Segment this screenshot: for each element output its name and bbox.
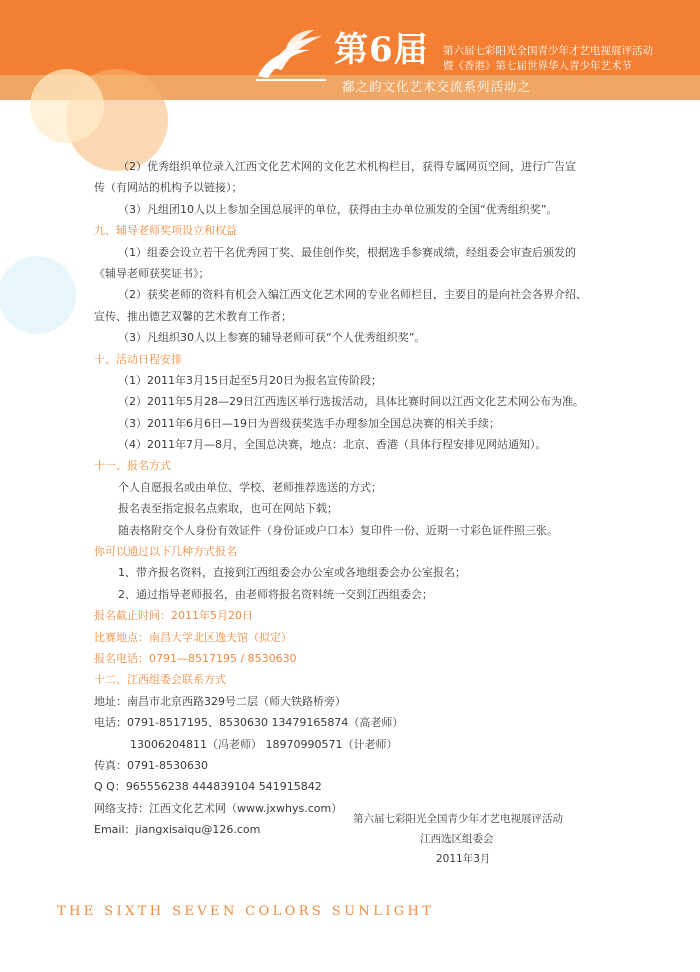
section-heading: 你可以通过以下几种方式报名: [94, 545, 237, 559]
signature-date: 2011年3月: [436, 853, 491, 865]
body-line: 报名表至指定报名点索取，也可在网站下载；: [118, 502, 338, 516]
section-heading: 十二、江西组委会联系方式: [94, 673, 226, 687]
section-heading: 报名电话：0791—8517195 / 8530630: [94, 651, 297, 665]
body-line: 1、带齐报名资料，直接到江西组委会办公室或各地组委会办公室报名；: [118, 566, 466, 580]
body-line: 2、通过指导老师报名，由老师将报名资料统一交到江西组委会；: [118, 587, 433, 601]
body-line: （2）优秀组织单位录入江西文化艺术网的文化艺术机构栏目，获得专属网页空间，进行广告宣: [118, 160, 576, 173]
body-line: （1）组委会设立若干名优秀园丁奖、最佳创作奖，根据选手参赛成绩，经组委会审查后颁发的: [118, 245, 576, 259]
body-line: 个人自愿报名或由单位、学校、老师推荐选送的方式；: [118, 480, 382, 494]
body-line: （4）2011年7月—8月，全国总决赛，地点：北京、香港（具体行程安排见网站通知）。: [118, 438, 547, 452]
body-line: （2）2011年5月28—29日江西选区举行选拔活动，具体比赛时间以江西文化艺术网公布为准。: [118, 395, 584, 409]
section-heading: 九、辅导老师奖项设立和权益: [94, 224, 237, 238]
body-line: 13006204811（冯老师） 18970990571（计老师）: [130, 737, 398, 751]
series-subtitle: 鄱之韵文化艺术交流系列活动之: [342, 79, 532, 94]
edition-title: 第6届: [334, 30, 429, 70]
body-line: 《辅导老师获奖证书》；: [94, 266, 210, 280]
body-line: 传真：0791-8530630: [94, 758, 208, 772]
decorative-cream-circle: [30, 69, 104, 143]
body-line: （3）凡组织30人以上参赛的辅导老师可获“个人优秀组织奖”。: [118, 331, 426, 345]
event-name-line: 第六届七彩阳光全国青少年才艺电视展评活动: [443, 45, 653, 57]
body-line: （2）获奖老师的资料有机会入编江西文化艺术网的专业名师栏目，主要目的是向社会各界介绍、: [118, 288, 587, 302]
decorative-blue-circle: [0, 256, 76, 334]
signature-org: 第六届七彩阳光全国青少年才艺电视展评活动: [353, 813, 563, 825]
body-line: 网络支持：江西文化艺术网（www.jxwhys.com）: [94, 801, 343, 815]
body-line: （3）凡组团10人以上参加全国总展评的单位，获得由主办单位颁发的全国“优秀组织奖”。: [118, 202, 558, 216]
body-line: 电话：0791-8517195、8530630 13479165874（高老师）: [94, 716, 404, 730]
document-body: [94, 156, 654, 841]
body-line: 传（有网站的机构予以链接）；: [94, 181, 243, 195]
body-line: Q Q：965556238 444839104 541915842: [94, 780, 322, 794]
signature-committee: 江西选区组委会: [420, 833, 494, 845]
section-heading: 比赛地点：南昌大学北区逸夫馆（拟定）: [94, 630, 292, 644]
festival-name-line: 暨《香港》第七届世界华人青少年艺术节: [443, 60, 632, 72]
body-line: （3）2011年6月6日—19日为晋级获奖选手办理参加全国总决赛的相关手续；: [118, 416, 500, 430]
section-heading: 十、活动日程安排: [94, 352, 182, 366]
body-line: Email：jiangxisaiqu@126.com: [94, 823, 261, 837]
section-heading: 报名截止时间：2011年5月20日: [94, 609, 253, 623]
body-line: （1）2011年3月15日起至5月20日为报名宣传阶段；: [118, 373, 382, 387]
section-heading: 十一、报名方式: [94, 459, 171, 473]
body-line: 宣传、推出德艺双馨的艺术教育工作者；: [94, 309, 292, 323]
body-line: 地址：南昌市北京西路329号二层（师大铁路桥旁）: [94, 694, 346, 708]
sunlight-logo-icon: [252, 28, 330, 82]
body-line: 随表格附交个人身份有效证件（身份证或户口本）复印件一份、近期一寸彩色证件照三张。: [118, 523, 558, 537]
footer-slogan: THE SIXTH SEVEN COLORS SUNLIGHT: [57, 904, 435, 919]
